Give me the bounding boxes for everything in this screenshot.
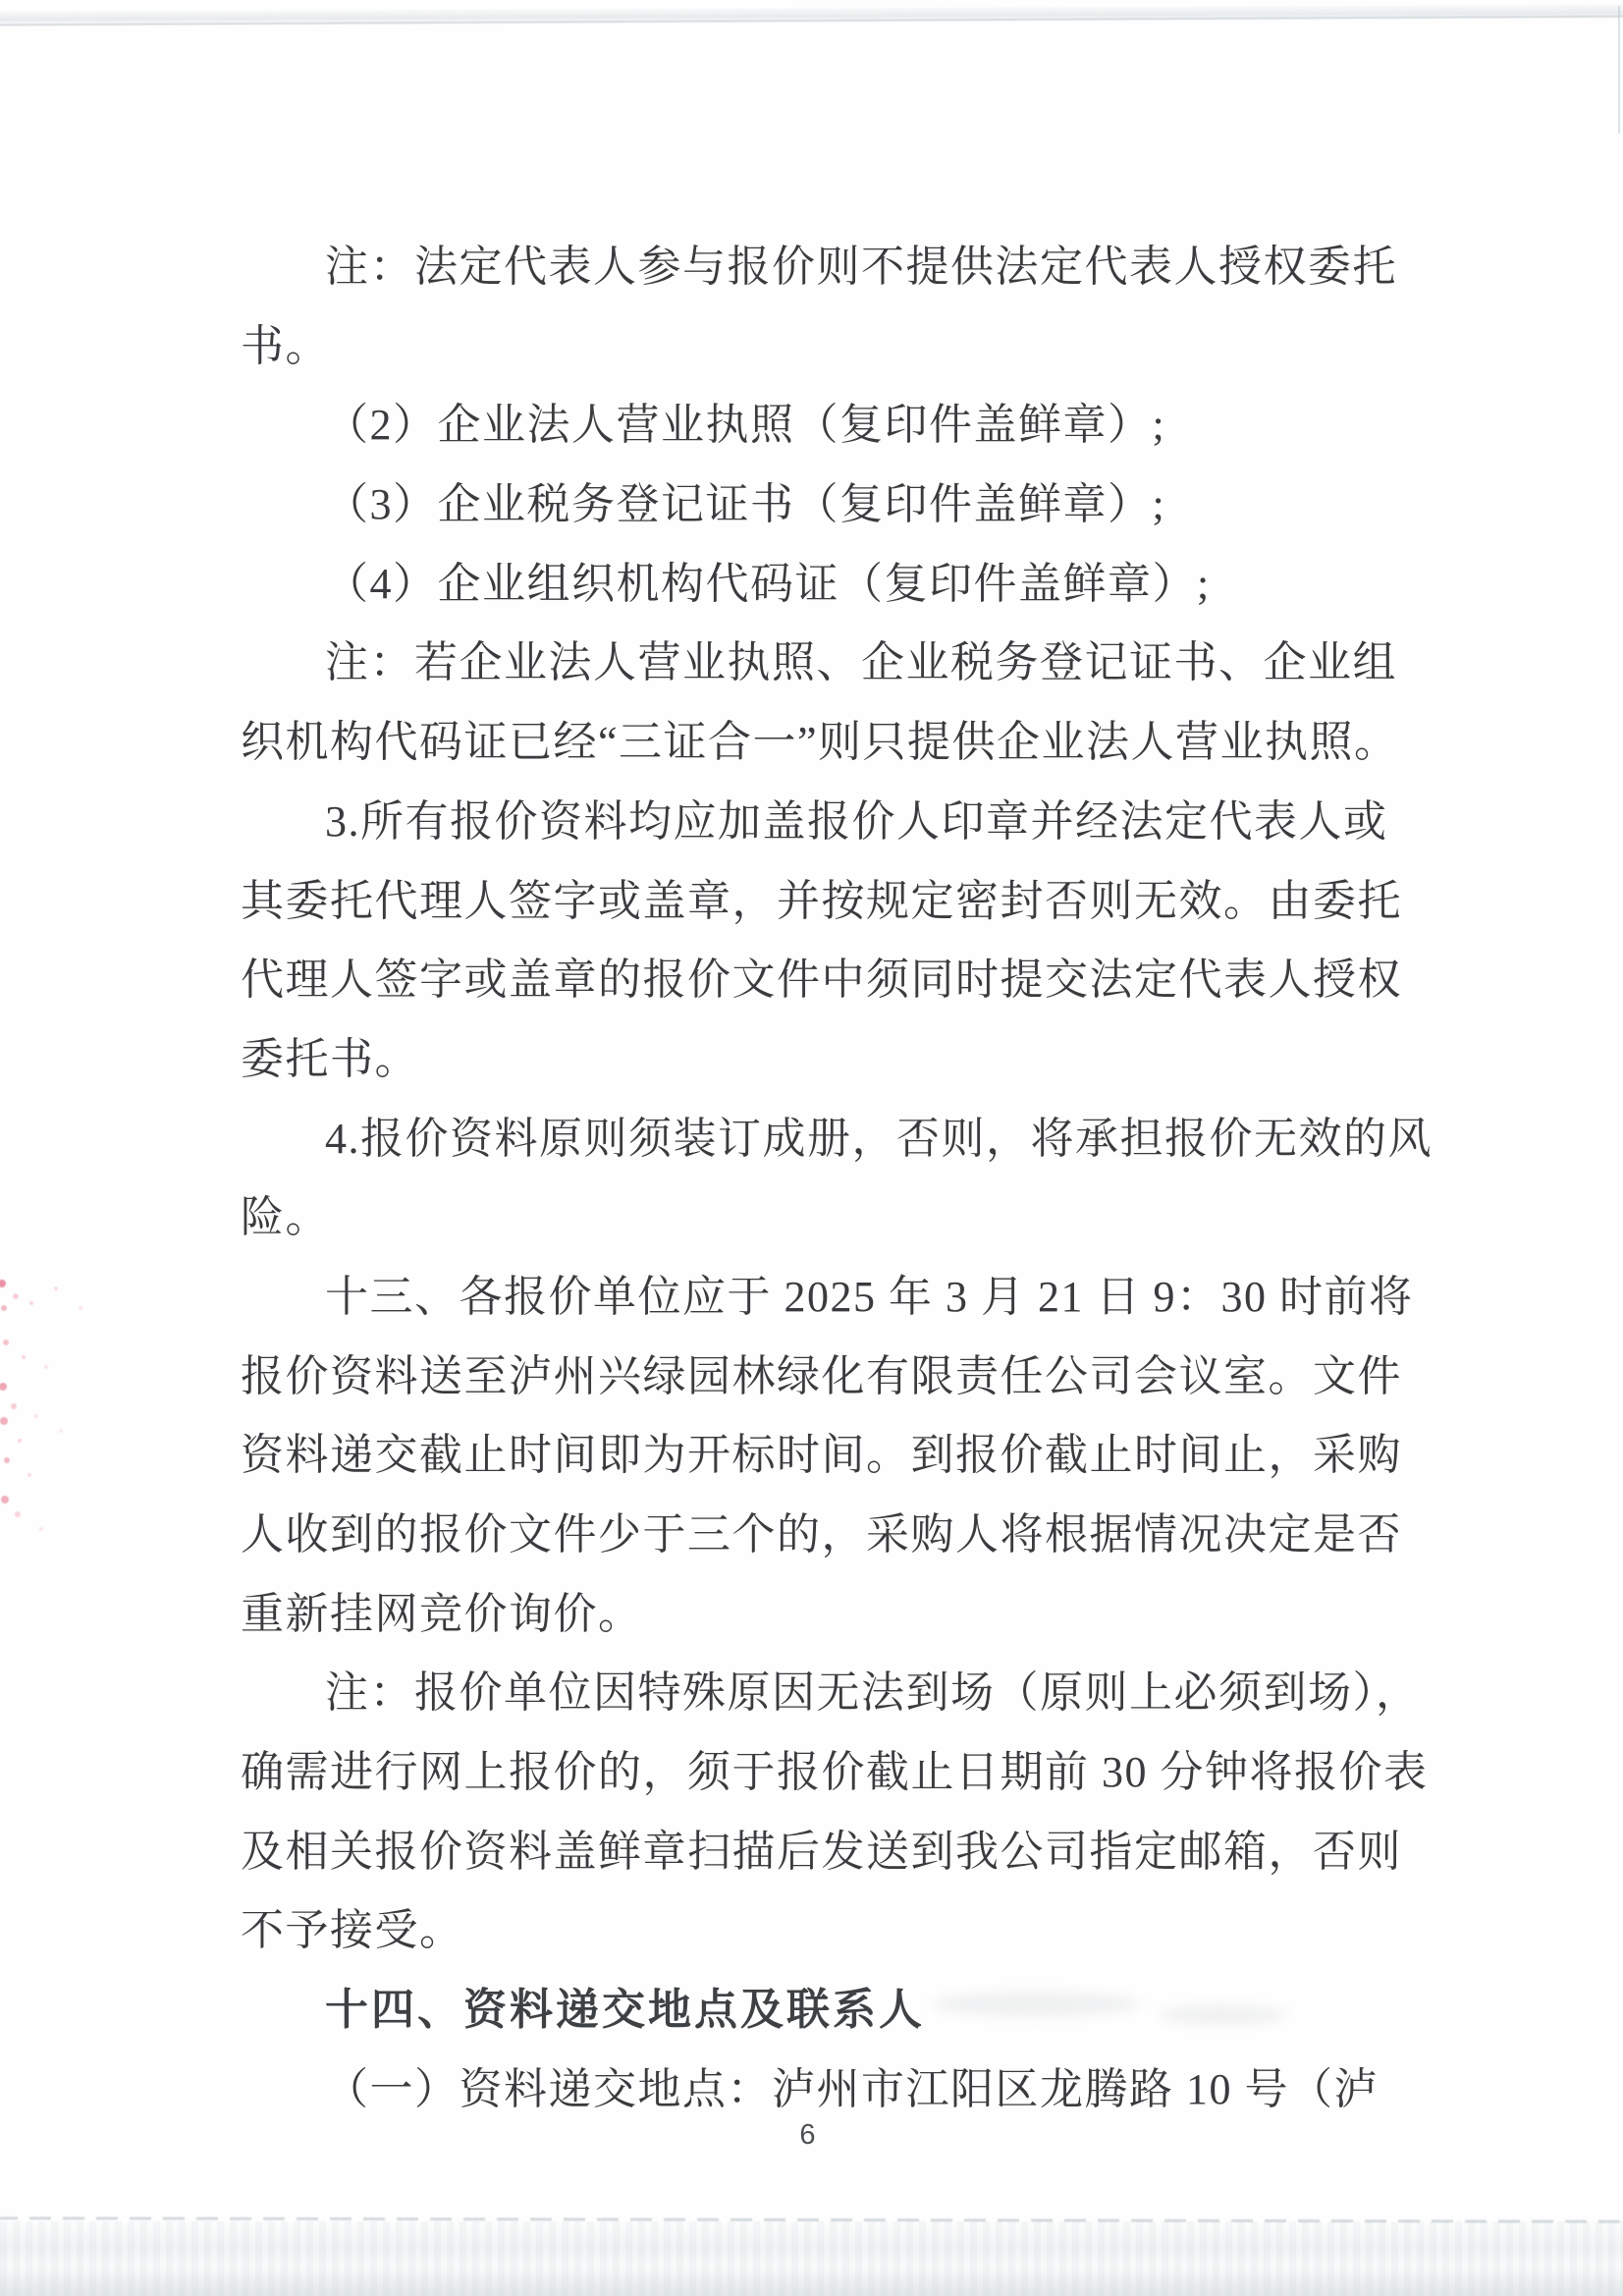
text-line: 3.所有报价资料均应加盖报价人印章并经法定代表人或: [325, 796, 1388, 846]
red-stamp-bleedthrough: [0, 1247, 4, 1251]
text-line: 注：报价单位因特殊原因无法到场（原则上必须到场），: [325, 1668, 1421, 1718]
right-edge-scan-artifact: [1618, 6, 1620, 134]
document-body: [241, 228, 1433, 2130]
text-line: 资料递交截止时间即为开标时间。到报价截止时间止，采购: [241, 1431, 1402, 1480]
text-line: 注：法定代表人参与报价则不提供法定代表人授权委托: [325, 243, 1397, 291]
text-line: 险。: [241, 1193, 330, 1242]
text-line: 不予接受。: [241, 1906, 464, 1955]
text-line: （3）企业税务登记证书（复印件盖鲜章）;: [325, 480, 1166, 529]
text-line: 4.报价资料原则须装订成册，否则，将承担报价无效的风: [325, 1114, 1433, 1163]
text-line: （4）企业组织机构代码证（复印件盖鲜章）;: [325, 559, 1211, 608]
text-line: 及相关报价资料盖鲜章扫描后发送到我公司指定邮箱，否则: [241, 1827, 1402, 1876]
section-heading-14: 十四、资料递交地点及联系人: [325, 1986, 925, 2035]
text-line: 织机构代码证已经“三证合一”则只提供企业法人营业执照。: [241, 718, 1399, 767]
text-line: 代理人签字或盖章的报价文件中须同时提交法定代表人授权: [241, 956, 1402, 1005]
text-line: 委托书。: [241, 1034, 419, 1083]
text-line: （2）企业法人营业执照（复印件盖鲜章）;: [325, 401, 1166, 450]
text-line: 十三、各报价单位应于 2025 年 3 月 21 日 9：30 时前将: [325, 1272, 1414, 1321]
text-line: 书。: [241, 321, 330, 370]
text-line: 注：若企业法人营业执照、企业税务登记证书、企业组: [325, 638, 1397, 687]
text-line: 其委托代理人签字或盖章，并按规定密封否则无效。由委托: [241, 876, 1402, 925]
text-line: 确需进行网上报价的，须于报价截止日期前 30 分钟将报价表: [241, 1748, 1429, 1797]
text-line: （一）资料递交地点：泸州市江阳区龙腾路 10 号（泸: [325, 2064, 1379, 2113]
text-line: 人收到的报价文件少于三个的，采购人将根据情况决定是否: [241, 1510, 1402, 1558]
bottom-scan-noise-artifact: [0, 2221, 1623, 2296]
text-line: 报价资料送至泸州兴绿园林绿化有限责任公司会议室。文件: [241, 1351, 1402, 1400]
text-line: 重新挂网竞价询价。: [241, 1589, 643, 1638]
page-number: 6: [799, 2119, 816, 2151]
